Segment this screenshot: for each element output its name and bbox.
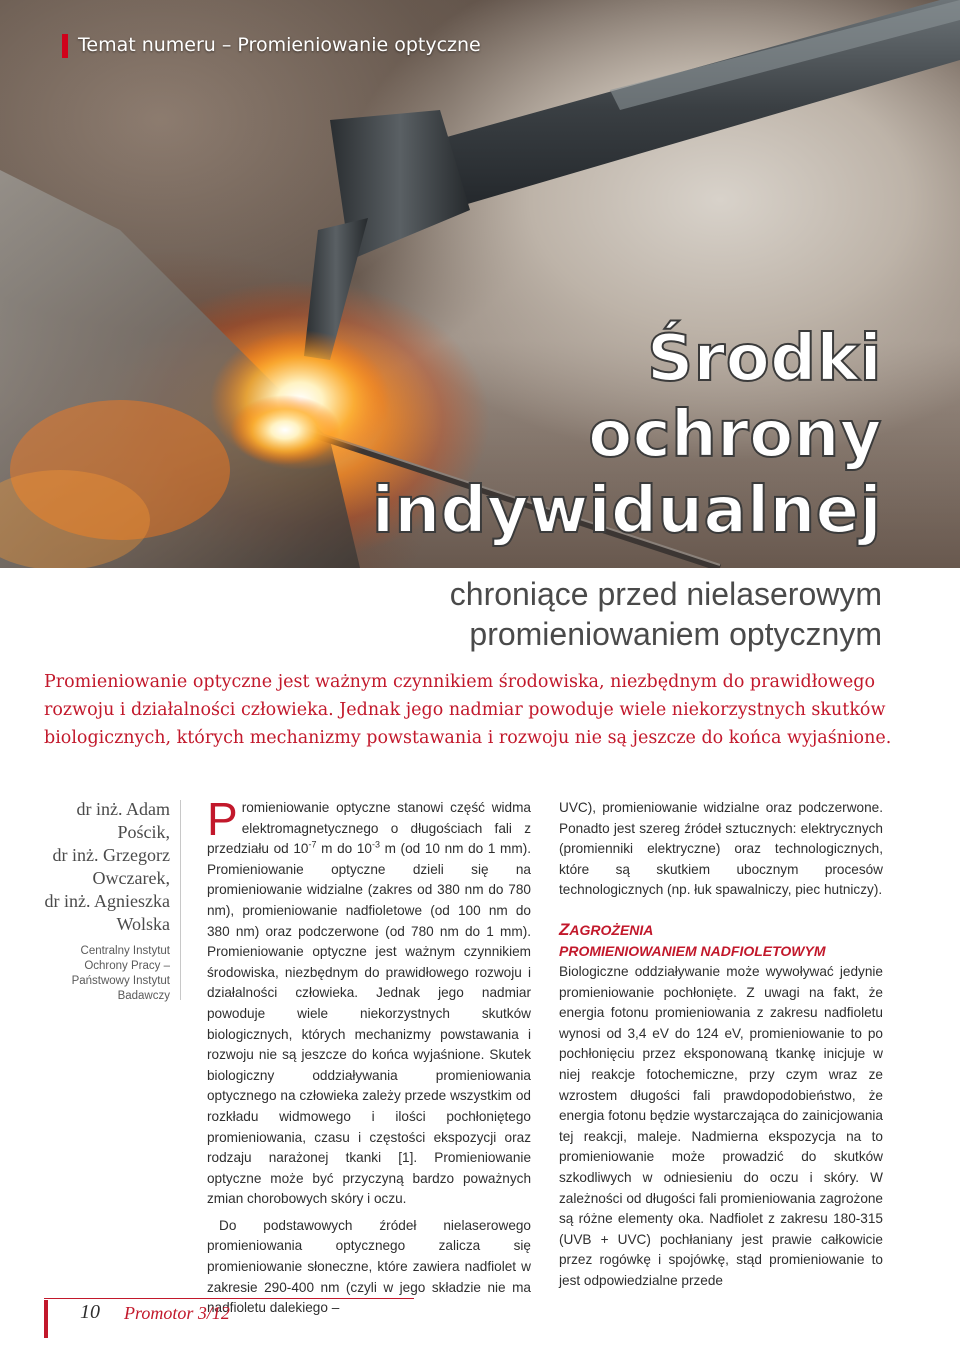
section-header [72, 34, 542, 58]
subtitle-line-1: chroniące przed nielaserowym [449, 576, 882, 612]
heading-initial: Z [559, 919, 570, 939]
page-number: 10 [80, 1301, 100, 1323]
title-line-1: Środki [647, 322, 882, 396]
institution [40, 944, 170, 1004]
col1-text-c: m (od 10 nm do 1 mm). Promieniowanie optyczne dzieli się na promieniowanie widzialne (zakres od 380 nm do 780 nm), promieniowanie nadfioletowe (od 100 nm do 380 nm) oraz podczerwone (od 780 nm do 1 mm). Promieniowanie optyczne jest ważnym czynnikiem środowiska, niezbędnym do prawidłowego rozwoju i działalności człowieka. Jednak jego nadmiar powoduje wiele niekorzystnych skutków biologicznych, których mechanizmy powstawania i rozwoju nie są jeszcze do końca wyjaśnione. Skutek biologiczny oddziaływania promieniowania optycznego na człowieka zależy przede wszystkim od rozkładu widmowego i ilości pochłoniętego promieniowania, czasu i częstości ekspozycji oraz rodzaju narażonej tkanki [1]. Promieniowanie optyczne może być przyczyną bardzo poważnych zmian chorobowych skóry i oczu. [207, 841, 531, 1207]
heading-line-2: PROMIENIOWANIEM NADFIOLETOWYM [559, 942, 826, 959]
footer-rule [44, 1298, 414, 1299]
col1-text-a: romieniowanie optyczne stanowi część widma elektromagnetycznego o długościach fali z przedziału od 10 [207, 800, 531, 857]
section-label: Temat numeru – Promieniowanie optyczne [78, 34, 481, 56]
title-line-2: ochrony [588, 398, 882, 472]
hero-photo [0, 0, 960, 568]
drop-cap: P [207, 793, 238, 845]
author-3-line-2: Wolska [116, 914, 170, 934]
title-line-3: indywidualnej [372, 474, 882, 548]
footer-accent-bar [44, 1300, 48, 1338]
institution-line-2: Ochrony Pracy – [84, 960, 170, 972]
exponent-1: -7 [308, 839, 317, 850]
journal-name: Promotor 3/12 [124, 1303, 230, 1323]
author-2-line-2: Owczarek, [92, 868, 170, 888]
authors-block [40, 798, 170, 1004]
institution-line-3: Państwowy Instytut [71, 975, 170, 987]
column-1-paragraph-2: Do podstawowych źródeł nielaserowego promieniowania optycznego zalicza się promieniowanie słoneczne, które zawiera nadfiolet w zakresie 290-400 nm (czyli w jego składzie nie ma nadfioletu dalekiego – [207, 1217, 531, 1316]
subtitle-line-2: promieniowaniem optycznym [469, 616, 882, 652]
exponent-2: -3 [371, 839, 380, 850]
authors-divider [180, 800, 181, 1000]
author-1-line-1: dr inż. Adam [76, 799, 170, 819]
section-accent-bar [62, 34, 68, 58]
col1-text-b: m do 10 [316, 841, 372, 857]
column-1-paragraph-1 [207, 793, 531, 1210]
author-1-line-2: Pościk, [117, 822, 170, 842]
lead-paragraph: Promieniowanie optyczne jest ważnym czynnikiem środowiska, niezbędnym do prawidłowego rozwoju i działalności człowieka. Jednak jego nadmiar powoduje wiele niekorzystnych skutków biologicznych, których mechanizmy powstawania i rozwoju nie są jeszcze do końca wyjaśnione. [44, 672, 892, 748]
text-column-1 [207, 793, 531, 1319]
text-column-2 [559, 798, 883, 1291]
column-2-paragraph-2: Biologiczne oddziaływanie może wywoływać jedynie promieniowanie pochłonięte. Z uwagi na fakt, że energia fotonu promieniowania z zakresu nadfioletu wynosi od 3,4 eV do 124 eV, promieniowanie to po pochłonięciu przez eksponowaną tkankę inicjuje w niej reakcje fotochemiczne, przy czym wraz ze wzrostem długości fali prawdopodobieństwo, że energia fotonu będzie wystarczająca do zainicjowania tej reakcji, maleje. Nadmierna ekspozycja na to promieniowanie może prowadzić do skutków szkodliwych w odniesieniu do oczu i skóry. W zależności od długości fali promieniowania zagrożone są różne elementy oka. Nadfiolet z zakresu 180-315 (UVB + UVC) pochłaniany jest prawie całkowicie przez rogówkę i spojówkę, stąd promieniowanie to jest odpowiedzialne przede [559, 963, 883, 1288]
column-2-paragraph-1: UVC), promieniowanie widzialne oraz podczerwone. Ponadto jest szereg źródeł sztucznych: elektrycznych (promienniki elektryczne) oraz technologicznych, które są skutkiem ubocznym procesów technologicznych (np. łuk spawalniczy, piec hutniczy). [559, 800, 883, 898]
author-2-line-1: dr inż. Grzegorz [52, 845, 170, 865]
section-heading [559, 919, 883, 962]
institution-line-1: Centralny Instytut [80, 945, 170, 957]
institution-line-4: Badawczy [117, 990, 170, 1002]
author-3-line-1: dr inż. Agnieszka [44, 891, 170, 911]
heading-rest: AGROŻENIA [569, 921, 654, 938]
